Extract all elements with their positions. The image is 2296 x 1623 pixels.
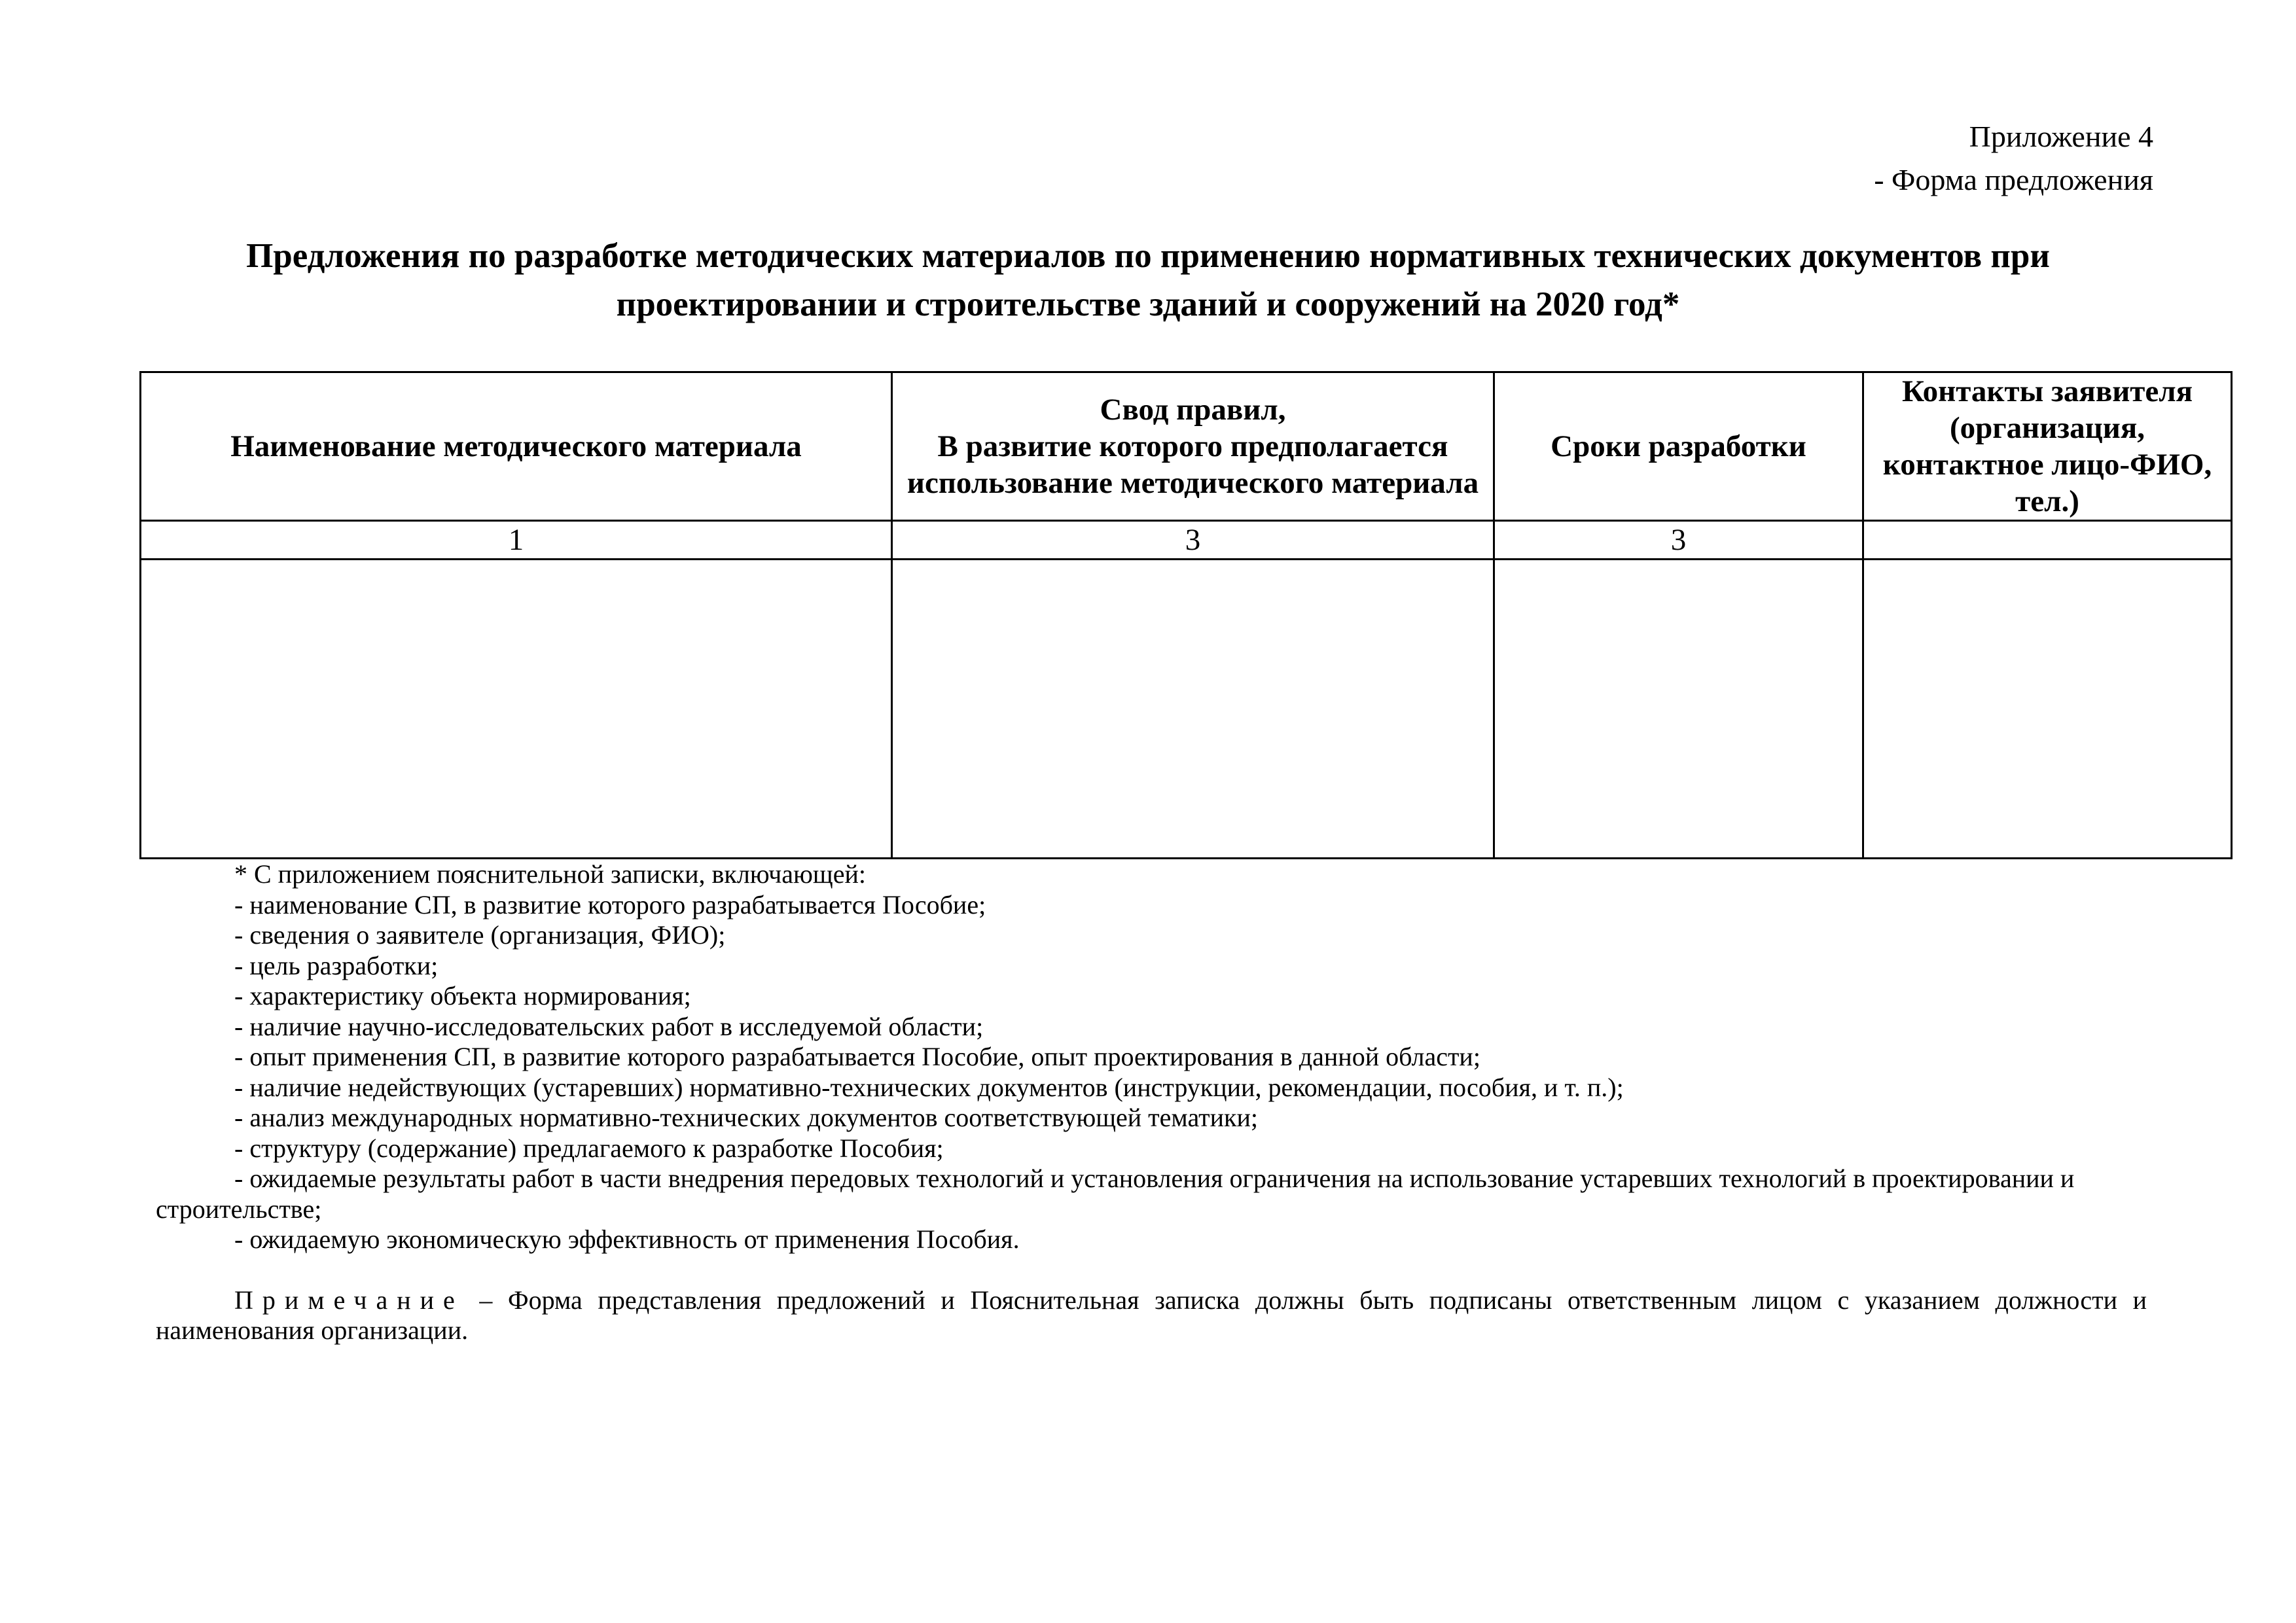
table-header-row	[141, 372, 2232, 521]
note-item: - характеристику объекта нормирования;	[234, 981, 691, 1010]
note-item: - сведения о заявителе (организация, ФИО);	[234, 920, 726, 950]
note-item: - ожидаемую экономическую эффективность от применения Пособия.	[234, 1224, 1020, 1254]
header-material-name: Наименование методического материала	[141, 372, 892, 521]
title-line-1: Предложения по разработке методических материалов по применению нормативных технических документов при	[246, 237, 2050, 275]
note-item: - наименование СП, в развитие которого разрабатывается Пособие;	[234, 889, 986, 919]
note-item: - наличие недействующих (устаревших) нормативно-технических документов (инструкции, рекомендации, пособия, и т. п.);	[234, 1072, 1624, 1102]
appendix-number: Приложение 4	[1969, 120, 2153, 153]
remark-paragraph	[156, 1285, 2147, 1346]
appendix-header	[1874, 115, 2153, 202]
header-code-of-rules-title: Свод правил,	[1100, 393, 1286, 427]
column-number-1: 1	[141, 521, 892, 560]
note-item: - ожидаемые результаты работ в части внедрения передовых технологий и установления ограничения на использование устаревших технологий в проектировании и строительстве;	[156, 1164, 2075, 1224]
empty-cell-deadlines	[1494, 560, 1863, 859]
note-intro: * С приложением пояснительной записки, включающей:	[234, 859, 866, 889]
note-item: - структуру (содержание) предлагаемого к разработке Пособия;	[234, 1133, 944, 1163]
document-title	[131, 232, 2165, 329]
note-item: - анализ международных нормативно-технических документов соответствующей тематики;	[234, 1103, 1259, 1132]
column-number-3: 3	[1494, 521, 1863, 560]
remark-label: Примечание	[234, 1285, 464, 1315]
explanatory-notes	[156, 859, 2147, 1346]
header-code-of-rules	[892, 372, 1494, 521]
proposal-table	[139, 371, 2233, 859]
empty-cell-applicant-contacts	[1863, 560, 2232, 859]
title-line-2: проектировании и строительстве зданий и сооружений на 2020 год*	[616, 285, 1680, 323]
note-item: - наличие научно-исследовательских работ в исследуемой области;	[234, 1011, 984, 1041]
remark-text: – Форма представления предложений и Пояснительная записка должны быть подписаны ответственным лицом с указанием должности и наименования организации.	[156, 1285, 2147, 1345]
empty-cell-material-name	[141, 560, 892, 859]
note-item: - опыт применения СП, в развитие которого разрабатывается Пособие, опыт проектирования в данной области;	[234, 1042, 1480, 1071]
header-applicant-contacts: Контакты заявителя (организация, контактное лицо-ФИО, тел.)	[1863, 372, 2232, 521]
note-item: - цель разработки;	[234, 950, 439, 980]
column-number-2: 3	[892, 521, 1494, 560]
header-code-of-rules-desc: В развитие которого предполагается использование методического материала	[906, 429, 1479, 500]
table-number-row	[141, 521, 2232, 560]
form-label: - Форма предложения	[1874, 163, 2153, 196]
header-deadlines: Сроки разработки	[1494, 372, 1863, 521]
empty-cell-code-of-rules	[892, 560, 1494, 859]
column-number-4	[1863, 521, 2232, 560]
table-empty-row	[141, 560, 2232, 859]
